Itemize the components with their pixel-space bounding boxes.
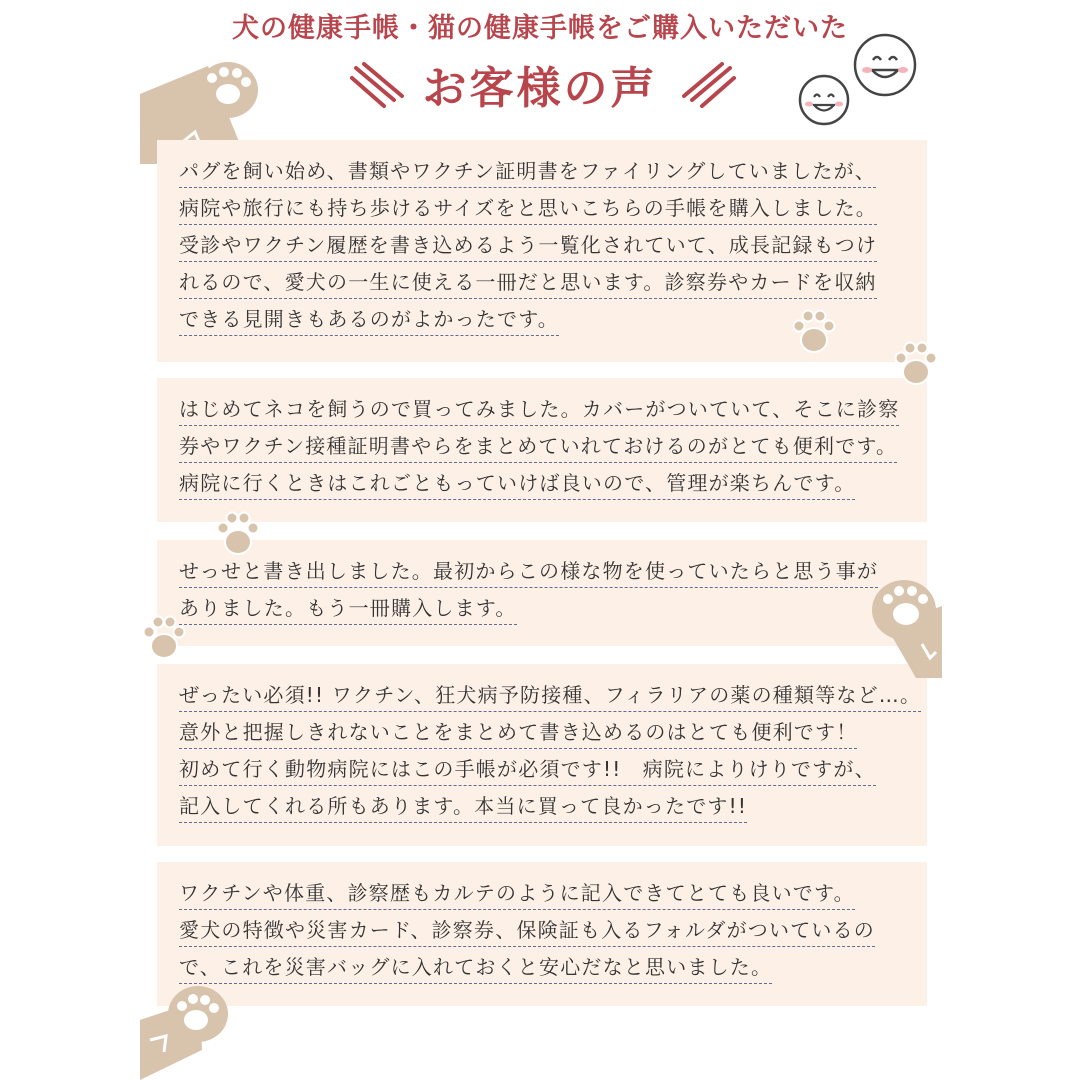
review-line: で、これを災害バッグに入れておくと安心だなと思いました。 [179, 952, 772, 984]
review-line: 初めて行く動物病院にはこの手帳が必須です!! 病院によりけりですが、 [179, 754, 876, 786]
review-line: れるので、愛犬の一生に使える一冊だと思います。診察券やカードを収納 [179, 267, 877, 299]
paw-print-icon [892, 338, 940, 390]
page-title: お客様の声 [422, 63, 658, 114]
review-line: 記入してくれる所もあります。本当に買って良かったです!! [179, 791, 747, 823]
smiley-small-icon [796, 72, 852, 128]
review-line: せっせと書き出しました。最初からこの様な物を使っていたらと思う事が [179, 556, 878, 588]
cat-paw-icon [140, 980, 240, 1080]
review-line: 意外と把握しきれないことをまとめて書き込めるのはとても便利です！ [179, 717, 857, 749]
review-card [157, 378, 927, 522]
review-line: できる見開きもあるのがよかったです。 [179, 304, 559, 336]
right-slash-decoration [676, 62, 736, 112]
review-line: 病院や旅行にも持ち歩けるサイズをと思いこちらの手帳を購入しました。 [179, 193, 877, 225]
review-card [157, 862, 927, 1006]
review-line: ワクチンや体重、診察歴もカルテのように記入できてとても良いです。 [179, 878, 855, 910]
review-line: 病院に行くときはこれごともっていけば良いので、管理が楽ちんです。 [179, 468, 855, 500]
review-line: はじめてネコを飼うので買ってみました。カバーがついていて、そこに診察 [179, 394, 899, 426]
cat-paw-icon [866, 566, 946, 678]
paw-print-icon [214, 508, 262, 560]
review-line: 愛犬の特徴や災害カード、診察券、保険証も入るフォルダがついているの [179, 915, 875, 947]
review-card [157, 540, 927, 646]
review-line: 券やワクチン接種証明書やらをまとめていれておけるのがとても便利です。 [179, 431, 897, 463]
paw-print-icon [140, 612, 188, 664]
paw-print-icon [790, 306, 838, 358]
smiley-icon [850, 30, 920, 100]
review-line: ありました。もう一冊購入します。 [179, 593, 517, 625]
review-line: ぜったい必須!! ワクチン、狂犬病予防接種、フィラリアの薬の種類等など…。 [179, 680, 921, 712]
review-line: パグを飼い始め、書類やワクチン証明書をファイリングしていましたが、 [179, 156, 876, 188]
page-subtitle: 犬の健康手帳・猫の健康手帳をご購入いただいた [232, 13, 848, 44]
review-card [157, 664, 927, 846]
review-line: 受診やワクチン履歴を書き込めるよう一覧化されていて、成長記録もつけ [179, 230, 877, 262]
